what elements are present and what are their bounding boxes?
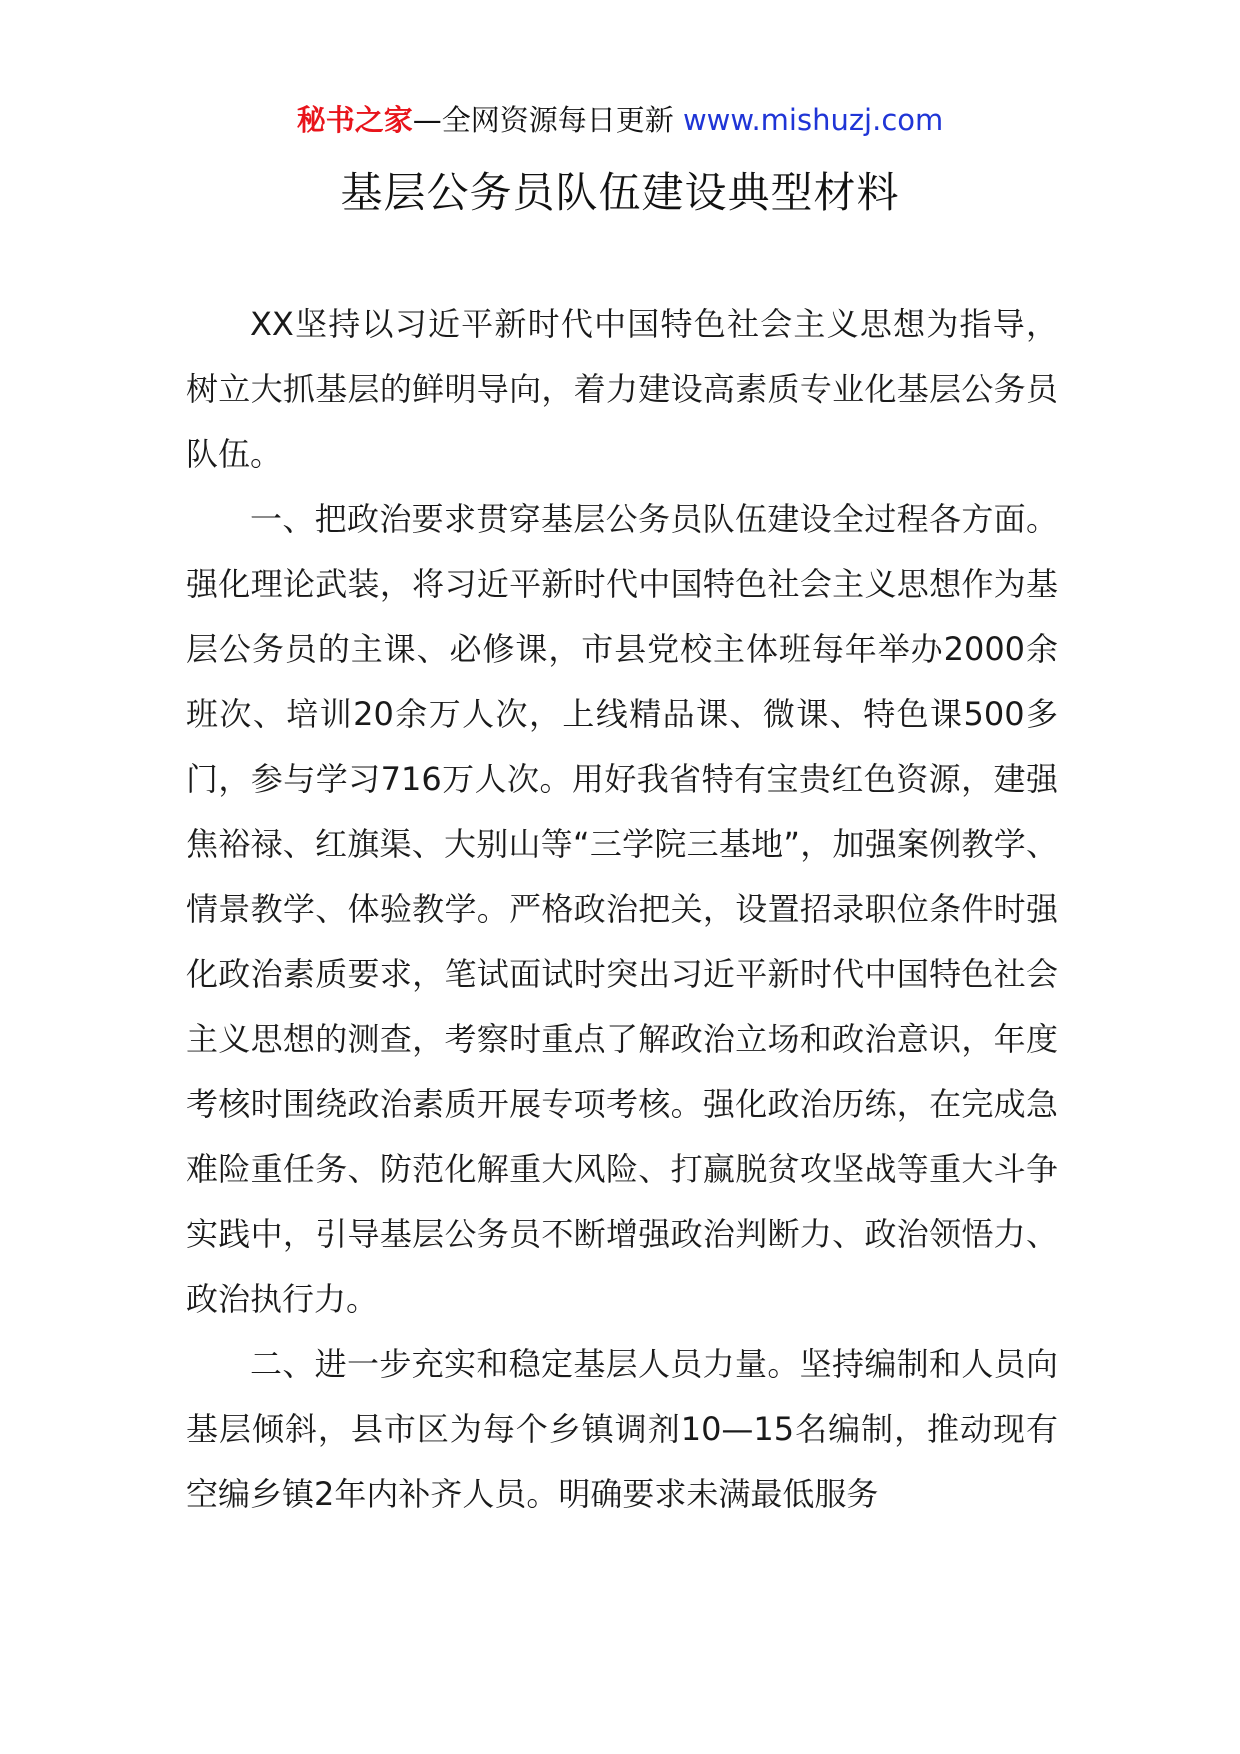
document-body (186, 292, 1058, 1527)
header-tagline: —全网资源每日更新 (412, 103, 674, 137)
section-two-paragraph: 二、进一步充实和稳定基层人员力量。坚持编制和人员向基层倾斜，县市区为每个乡镇调剂10—15名编制，推动现有空编乡镇2年内补齐人员。明确要求未满最低服务 (186, 1345, 1058, 1513)
site-header (0, 100, 1240, 140)
document-title: 基层公务员队伍建设典型材料 (340, 168, 900, 217)
site-url-link[interactable]: www.mishuzj.com (682, 103, 944, 137)
intro-paragraph: XX坚持以习近平新时代中国特色社会主义思想为指导，树立大抓基层的鲜明导向，着力建设高素质专业化基层公务员队伍。 (186, 305, 1058, 473)
section-one-paragraph: 一、把政治要求贯穿基层公务员队伍建设全过程各方面。强化理论武装，将习近平新时代中国特色社会主义思想作为基层公务员的主课、必修课，市县党校主体班每年举办2000余班次、培训20余万人次，上线精品课、微课、特色课500多门，参与学习716万人次。用好我省特有宝贵红色资源，建强焦裕禄、红旗渠、大别山等“三学院三基地”，加强案例教学、情景教学、体验教学。严格政治把关，设置招录职位条件时强化政治素质要求，笔试面试时突出习近平新时代中国特色社会主义思想的测查，考察时重点了解政治立场和政治意识，年度考核时围绕政治素质开展专项考核。强化政治历练，在完成急难险重任务、防范化解重大风险、打赢脱贫攻坚战等重大斗争实践中，引导基层公务员不断增强政治判断力、政治领悟力、政治执行力。 (186, 500, 1058, 1318)
brand-name: 秘书之家 (296, 103, 413, 137)
